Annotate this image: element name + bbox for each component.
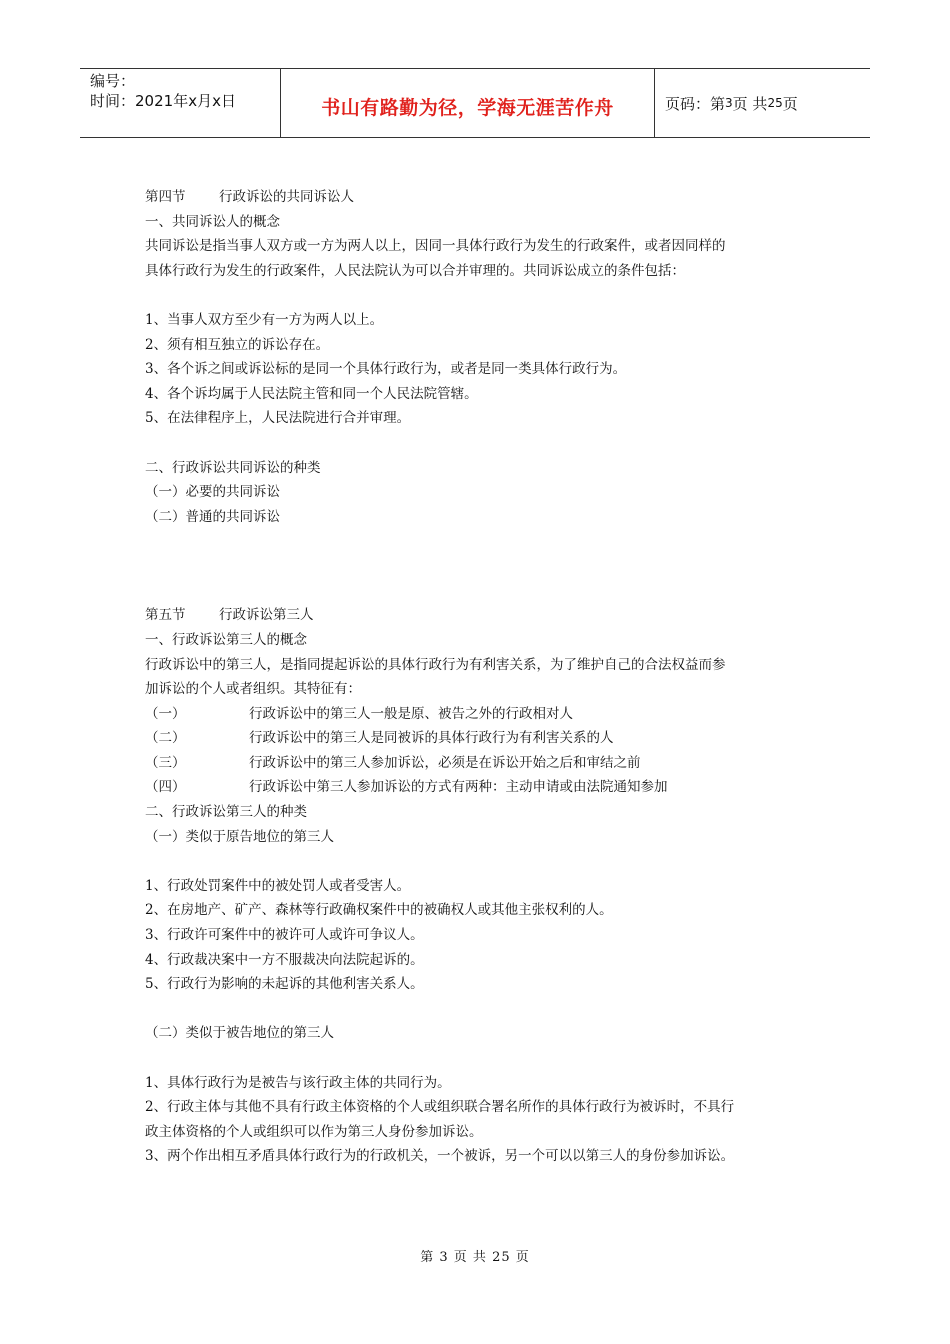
paragraph-line: 行政诉讼中的第三人，是指同提起诉讼的具体行政行为有利害关系，为了维护自己的合法权益而参 (145, 656, 726, 673)
feature-item: （一） 行政诉讼中的第三人一般是原、被告之外的行政相对人 (145, 705, 573, 722)
feature-item: （四） 行政诉讼中第三人参加诉讼的方式有两种：主动申请或由法院通知参加 (145, 779, 668, 796)
header-page-current: 3 (725, 96, 733, 110)
time-value: 2021年x月x日 (135, 92, 236, 110)
feature-item: （三） 行政诉讼中的第三人参加诉讼，必须是在诉讼开始之后和审结之前 (145, 754, 641, 771)
paragraph-line: 共同诉讼是指当事人双方或一方为两人以上，因同一具体行政行为发生的行政案件，或者因同样的 (145, 238, 726, 255)
subheading: 一、行政诉讼第三人的概念 (145, 631, 307, 648)
footer-page-total: 25 (492, 1250, 511, 1265)
paragraph-line: 具体行政行为发生的行政案件，人民法院认为可以合并审理的。共同诉讼成立的条件包括： (145, 262, 685, 279)
page-header (80, 68, 870, 138)
motto: 书山有路勤为径，学海无涯苦作舟 (321, 96, 614, 119)
header-motto-cell (281, 69, 655, 137)
feature-item: （二） 行政诉讼中的第三人是同被诉的具体行政行为有利害关系的人 (145, 730, 614, 747)
list-item: （一）必要的共同诉讼 (145, 484, 280, 501)
list-item: 1、行政处罚案件中的被处罚人或者受害人。 (145, 877, 411, 894)
header-page-total: 25 (767, 96, 783, 110)
subheading: 二、行政诉讼第三人的种类 (145, 804, 307, 821)
list-item: （二）普通的共同诉讼 (145, 508, 280, 525)
header-meta (80, 69, 281, 137)
page-footer: 第 3 页 共 25 页 (420, 1250, 530, 1265)
paragraph-line: 加诉讼的个人或者组织。其特征有： (145, 681, 361, 698)
serial-label: 编号： (90, 72, 136, 90)
section-heading: 第四节 行政诉讼的共同诉讼人 (145, 189, 354, 205)
subheading: 一、共同诉讼人的概念 (145, 213, 280, 230)
list-item: 3、两个作出相互矛盾具体行政行为的行政机关，一个被诉，另一个可以以第三人的身份参加诉讼。 (145, 1148, 735, 1165)
header-page-info: 页码：第 3 页 共 25 页 (665, 94, 798, 113)
list-item: 5、在法律程序上，人民法院进行合并审理。 (145, 410, 411, 427)
list-item: 1、当事人双方至少有一方为两人以上。 (145, 311, 384, 328)
subheading: （二）类似于被告地位的第三人 (145, 1025, 334, 1042)
list-item: 2、须有相互独立的诉讼存在。 (145, 336, 330, 353)
list-item: 5、行政行为影响的未起诉的其他利害关系人。 (145, 976, 424, 993)
list-item: 3、各个诉之间或诉讼标的是同一个具体行政行为，或者是同一类具体行政行为。 (145, 361, 627, 378)
list-item: 4、各个诉均属于人民法院主管和同一个人民法院管辖。 (145, 385, 478, 402)
list-item: 2、在房地产、矿产、森林等行政确权案件中的被确权人或其他主张权利的人。 (145, 902, 613, 919)
document-body (145, 185, 825, 1169)
footer-page-current: 3 (439, 1250, 449, 1265)
list-item: 4、行政裁决案中一方不服裁决向法院起诉的。 (145, 951, 424, 968)
time-line: 时间：2021年x月x日 (90, 92, 236, 110)
list-item: 政主体资格的个人或组织可以作为第三人身份参加诉讼。 (145, 1123, 483, 1140)
list-item: 2、行政主体与其他不具有行政主体资格的个人或组织联合署名所作的具体行政行为被诉时，不具行 (145, 1099, 735, 1116)
subheading: 二、行政诉讼共同诉讼的种类 (145, 459, 321, 476)
subheading: （一）类似于原告地位的第三人 (145, 828, 334, 845)
list-item: 3、行政许可案件中的被许可人或许可争议人。 (145, 927, 424, 944)
list-item: 1、具体行政行为是被告与该行政主体的共同行为。 (145, 1074, 451, 1091)
section-heading: 第五节 行政诉讼第三人 (145, 607, 314, 624)
